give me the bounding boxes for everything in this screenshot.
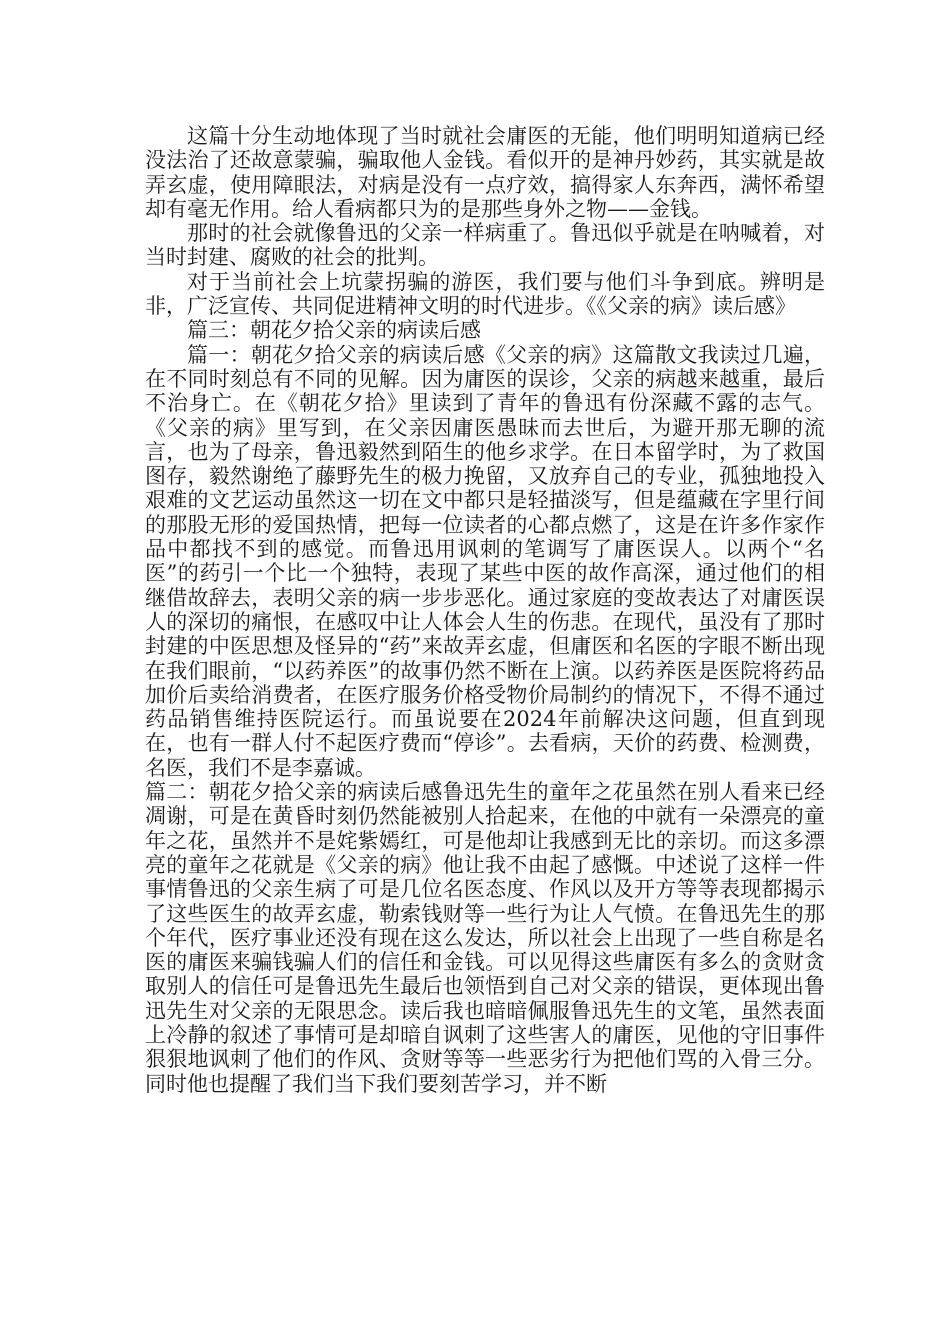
paragraph-1: 这篇十分生动地体现了当时就社会庸医的无能，他们明明知道病已经没法治了还故意蒙骗，骗取他人金钱。看似开的是神丹妙药，其实就是故弄玄虚，使用障眼法，对病是没有一点疗效，搞得家人东奔西，满怀希望却有毫无作用。给人看病都只为的是那些身外之物——金钱。 [145, 124, 825, 221]
paragraph-2: 那时的社会就像鲁迅的父亲一样病重了。鲁迅似乎就是在呐喊着，对当时封建、腐败的社会的批判。 [145, 221, 825, 270]
section-heading: 篇三：朝花夕拾父亲的病读后感 [187, 318, 481, 343]
paragraph-essay-1: 篇一：朝花夕拾父亲的病读后感《父亲的病》这篇散文我读过几遍，在不同时刻总有不同的见解。因为庸医的误诊，父亲的病越来越重，最后不治身亡。在《朝花夕拾》里读到了青年的鲁迅有份深藏不露的志气。《父亲的病》里写到，在父亲因庸医愚昧而去世后，为避开那无聊的流言，也为了母亲，鲁迅毅然到陌生的他乡求学。在日本留学时，为了救国图存，毅然谢绝了藤野先生的极力挽留，又放弃自己的专业，孤独地投入艰难的文艺运动虽然这一切在文中都只是轻描淡写，但是蕴藏在字里行间的那股无形的爱国热情，把每一位读者的心都点燃了，这是在许多作家作品中都找不到的感觉。而鲁迅用讽刺的笔调写了庸医误人。以两个“名医”的药引一个比一个独特，表现了某些中医的故作高深，通过他们的相继借故辞去，表明父亲的病一步步恶化。通过家庭的变故表达了对庸医误人的深切的痛恨，在感叹中让人体会人生的伤悲。在现代，虽没有了那时封建的中医思想及怪异的“药”来故弄玄虚，但庸医和名医的字眼不断出现在我们眼前，“以药养医”的故事仍然不断在上演。以药养医是医院将药品加价后卖给消费者，在医疗服务价格受物价局制约的情况下，不得不通过药品销售维持医院运行。而虽说要在2024年前解决这问题，但直到现在，也有一群人付不起医疗费而“停诊”。去看病，天价的药费、检测费，名医，我们不是李嘉诚。 [145, 342, 825, 780]
paragraph-3: 对于当前社会上坑蒙拐骗的游医，我们要与他们斗争到底。辨明是非，广泛宣传、共同促进精神文明的时代进步。《《父亲的病》读后感》 [145, 269, 825, 319]
paragraph-essay-2: 篇二：朝花夕拾父亲的病读后感鲁迅先生的童年之花虽然在别人看来已经凋谢，可是在黄昏时刻仍然能被别人拾起来，在他的中就有一朵漂亮的童年之花，虽然并不是姹紫嫣红，可是他却让我感到无比的亲切。而这多漂亮的童年之花就是《父亲的病》他让我不由起了感慨。中述说了这样一件事情鲁迅的父亲生病了可是几位名医态度、作风以及开方等等表现都揭示了这些医生的故弄玄虚，勒索钱财等一些行为让人气愤。在鲁迅先生的那个年代，医疗事业还没有现在这么发达，所以社会上出现了一些自称是名医的庸医来骗钱骗人们的信任和金钱。可以见得这些庸医有多么的贪财贪取别人的信任可是鲁迅先生最后也领悟到自己对父亲的错误，更体现出鲁迅先生对父亲的无限思念。读后我也暗暗佩服鲁迅先生的文笔，虽然表面上冷静的叙述了事情可是却暗自讽刺了这些害人的庸医，见他的守旧事件狠狠地讽刺了他们的作风、贪财等等一些恶劣行为把他们骂的入骨三分。同时他也提醒了我们当下我们要刻苦学习，并不断 [145, 780, 825, 1096]
document-page [145, 124, 825, 1096]
